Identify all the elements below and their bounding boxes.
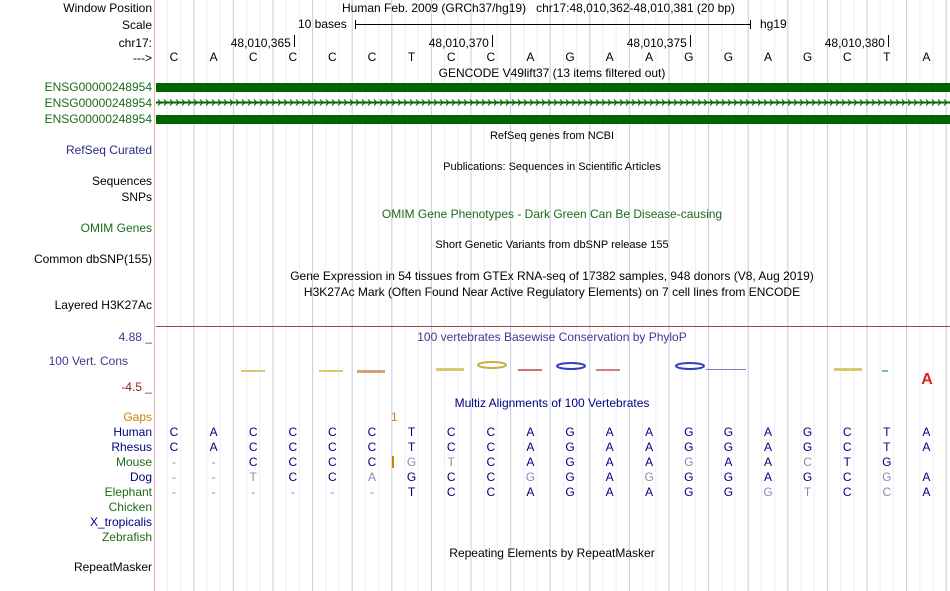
window-position-value: Human Feb. 2009 (GRCh37/hg19) chr17:48,010,362-48,010,381 (20 bp) — [342, 1, 735, 15]
logo-mark-a — [596, 369, 620, 371]
logo-mark-a — [518, 369, 542, 371]
alignment-base: G — [565, 440, 575, 454]
alignment-base: C — [288, 470, 298, 484]
alignment-base: C — [882, 485, 892, 499]
alignment-base: T — [803, 485, 812, 499]
alignment-base: A — [922, 425, 931, 439]
alignment-base: G — [684, 485, 694, 499]
window-position-label: Window Position — [63, 1, 152, 15]
alignment-base: C — [288, 455, 298, 469]
alignment-base: T — [447, 455, 455, 469]
alignment-base: C — [288, 440, 298, 454]
alignment-base: A — [645, 485, 654, 499]
logo-mark-a — [921, 371, 933, 388]
alignment-base: T — [407, 425, 416, 439]
omim-track-label[interactable]: OMIM Genes — [80, 221, 152, 235]
species-label[interactable]: Dog — [129, 470, 152, 484]
alignment-base: A — [209, 440, 218, 454]
alignment-base: - — [290, 485, 295, 499]
alignment-base: A — [724, 455, 733, 469]
alignment-base: A — [763, 470, 772, 484]
logo-mark-c — [241, 370, 265, 372]
ruler-tick — [690, 35, 691, 47]
alignment-base: C — [446, 470, 456, 484]
conservation-sequence-logo[interactable] — [156, 360, 950, 388]
sequence-base: C — [328, 50, 337, 64]
alignment-base: G — [565, 485, 575, 499]
ruler-tick — [888, 35, 889, 47]
species-label[interactable]: Rhesus — [111, 440, 152, 454]
species-label[interactable]: Mouse — [115, 455, 152, 469]
scale-bar — [355, 24, 751, 25]
alignment-base: G — [565, 455, 575, 469]
alignment-base: C — [842, 440, 852, 454]
alignment-base: C — [842, 470, 852, 484]
alignment-base: G — [565, 425, 575, 439]
alignment-base: G — [406, 455, 417, 469]
alignment-base: A — [645, 440, 654, 454]
conservation-track-label[interactable]: 100 Vert. Cons — [48, 354, 128, 368]
alignment-base: C — [328, 455, 337, 469]
alignment-base: - — [211, 455, 216, 469]
ruler-tick — [492, 35, 493, 47]
alignment-base: A — [605, 440, 614, 454]
species-label[interactable]: X_tropicalis — [89, 515, 152, 529]
alignment-base: T — [843, 455, 851, 469]
alignment-base: G — [802, 425, 813, 439]
repeatmasker-track-title[interactable]: Repeating Elements by RepeatMasker — [449, 546, 655, 560]
alignment-base: A — [763, 440, 772, 454]
alignment-base: A — [209, 425, 218, 439]
alignment-base: C — [446, 425, 456, 439]
gap-marker: 1 — [391, 410, 398, 424]
alignment-base: T — [883, 440, 891, 454]
alignment-base: G — [802, 470, 813, 484]
species-label[interactable]: Elephant — [104, 485, 152, 499]
sequence-base: T — [407, 50, 416, 64]
logo-mark-c — [357, 370, 385, 373]
alignment-base: C — [367, 425, 377, 439]
sequence-base: A — [526, 50, 535, 64]
alignment-base: - — [370, 485, 374, 499]
alignment-base: C — [248, 425, 258, 439]
alignment-base: - — [211, 470, 216, 484]
sequence-base: A — [605, 50, 614, 64]
alignment-base: A — [605, 485, 614, 499]
sequence-base: A — [209, 50, 218, 64]
alignment-base: T — [883, 425, 891, 439]
alignment-base: T — [407, 485, 416, 499]
alignment-base: C — [248, 455, 258, 469]
gencode-item-label[interactable]: ENSG00000248954 — [44, 96, 152, 110]
ruler-position-label: 48,010,375 — [626, 36, 687, 50]
species-label[interactable]: Human — [113, 425, 152, 439]
alignment-base: C — [486, 485, 496, 499]
alignment-base: C — [169, 440, 179, 454]
alignment-base: C — [328, 470, 337, 484]
gencode-track-title[interactable]: GENCODE V49lift37 (13 items filtered out) — [438, 66, 666, 80]
alignment-base: - — [211, 485, 216, 499]
gencode-item-label[interactable]: ENSG00000248954 — [44, 80, 152, 94]
alignment-base: A — [526, 425, 535, 439]
alignment-base: A — [526, 440, 535, 454]
refseq-track-label[interactable]: RefSeq Curated — [65, 143, 152, 157]
ruler-tick — [294, 35, 295, 47]
alignment-base: G — [684, 455, 694, 469]
alignment-base: G — [723, 425, 734, 439]
alignment-base: G — [565, 470, 575, 484]
alignment-base: C — [446, 440, 456, 454]
gencode-gene-bar[interactable] — [156, 115, 950, 124]
alignment-base: G — [406, 470, 417, 484]
alignment-base: G — [684, 440, 694, 454]
alignment-base: - — [251, 485, 256, 499]
h3k27ac-track-label[interactable]: Layered H3K27Ac — [54, 298, 152, 312]
sequence-base: C — [169, 50, 179, 64]
alignment-base: C — [486, 470, 496, 484]
svg-text:A: A — [921, 371, 933, 388]
sequence-base: G — [723, 50, 734, 64]
gencode-item-label[interactable]: ENSG00000248954 — [44, 112, 152, 126]
alignment-base: G — [723, 485, 734, 499]
alignment-base: A — [367, 470, 376, 484]
alignment-base: A — [605, 470, 614, 484]
alignment-base: A — [645, 425, 654, 439]
alignment-base: C — [486, 440, 496, 454]
dbsnp-track-label[interactable]: Common dbSNP(155) — [33, 252, 152, 266]
species-label[interactable]: Zebrafish — [101, 530, 152, 544]
alignment-base: G — [684, 425, 694, 439]
chrom-label: chr17: — [118, 36, 152, 50]
alignment-base: A — [526, 455, 535, 469]
sequence-base: A — [645, 50, 654, 64]
alignment-base: A — [763, 425, 772, 439]
dbsnp-track-title[interactable]: Short Genetic Variants from dbSNP release 155 — [435, 239, 669, 251]
alignment-base: A — [605, 425, 614, 439]
sequence-base: T — [883, 50, 891, 64]
alignment-base: - — [172, 470, 176, 484]
assembly-label: hg19 — [760, 17, 787, 31]
sequence-base: C — [288, 50, 298, 64]
h3k27ac-track-title[interactable]: H3K27Ac Mark (Often Found Near Active Regulatory Elements) on 7 cell lines from ENCODE — [303, 285, 801, 299]
alignment-base: - — [172, 485, 176, 499]
repeatmasker-track-label[interactable]: RepeatMasker — [73, 560, 152, 574]
alignment-base: G — [763, 485, 773, 499]
alignment-base: A — [922, 470, 931, 484]
sequence-base: G — [802, 50, 813, 64]
alignment-base: C — [367, 440, 377, 454]
alignment-base: A — [526, 485, 535, 499]
alignment-base: C — [288, 425, 298, 439]
alignment-base: A — [763, 455, 772, 469]
multiz-track-title[interactable]: Multiz Alignments of 100 Vertebrates — [454, 396, 650, 410]
alignment-base: T — [249, 470, 257, 484]
gencode-intron-line[interactable] — [156, 98, 950, 107]
alignment-base: G — [644, 470, 654, 484]
ruler-position-label: 48,010,370 — [428, 36, 489, 50]
sequence-base: C — [842, 50, 852, 64]
sequence-base: G — [565, 50, 575, 64]
scale-bar-right-cap — [750, 20, 751, 29]
sequence-base: C — [446, 50, 456, 64]
sequence-base: G — [684, 50, 694, 64]
logo-mark-c — [436, 368, 464, 371]
scale-label: Scale — [121, 18, 152, 32]
alignment-base: A — [922, 485, 931, 499]
scale-text: 10 bases — [298, 17, 347, 31]
alignment-base: C — [486, 425, 496, 439]
alignment-base: G — [882, 455, 892, 469]
alignment-base: G — [802, 440, 813, 454]
sequence-base: A — [922, 50, 931, 64]
alignment-base: C — [842, 425, 852, 439]
alignment-base: C — [486, 455, 496, 469]
logo-mark-g — [557, 363, 585, 369]
alignment-base: C — [803, 455, 812, 469]
alignment-base: G — [882, 470, 892, 484]
logo-mark-t — [882, 370, 888, 372]
conservation-ymin-label: -4.5 _ — [121, 380, 152, 394]
species-label[interactable]: Chicken — [108, 500, 152, 514]
alignment-base: G — [525, 470, 536, 484]
alignment-base: - — [172, 455, 176, 469]
logo-mark-g — [676, 363, 704, 369]
alignment-base: C — [446, 485, 456, 499]
publications-track-title[interactable]: Publications: Sequences in Scientific Articles — [443, 161, 661, 173]
conservation-track-title[interactable]: 100 vertebrates Basewise Conservation by PhyloP — [417, 330, 687, 344]
alignment-base: A — [645, 455, 654, 469]
omim-track-title[interactable]: OMIM Gene Phenotypes - Dark Green Can Be Disease-causing — [381, 207, 723, 221]
sequence-base: C — [367, 50, 377, 64]
alignment-base: T — [407, 440, 416, 454]
insertion-marker — [392, 456, 394, 468]
publications-sequences-label[interactable]: Sequences — [91, 174, 152, 188]
alignment-base: G — [684, 470, 694, 484]
gencode-gene-bar[interactable] — [156, 83, 950, 92]
logo-mark-c — [834, 368, 862, 371]
alignment-base: C — [328, 425, 337, 439]
logo-mark-c — [478, 362, 506, 368]
gaps-label: Gaps — [123, 410, 152, 424]
strand-label: ---> — [133, 51, 152, 65]
logo-mark-g — [706, 369, 746, 370]
label-column-divider — [154, 0, 155, 591]
alignment-base: A — [922, 440, 931, 454]
alignment-base: C — [169, 425, 179, 439]
logo-mark-c — [319, 370, 343, 372]
alignment-base: C — [248, 440, 258, 454]
alignment-base: C — [367, 455, 377, 469]
gtex-track-title[interactable]: Gene Expression in 54 tissues from GTEx RNA-seq of 17382 samples, 948 donors (V8, Aug 2019) — [290, 269, 814, 283]
conservation-ymax-label: 4.88 _ — [118, 330, 152, 344]
refseq-track-title[interactable]: RefSeq genes from NCBI — [489, 130, 615, 142]
sequence-base: A — [763, 50, 772, 64]
alignment-base: - — [330, 485, 335, 499]
sequence-base: C — [486, 50, 496, 64]
ruler-position-label: 48,010,365 — [230, 36, 291, 50]
sequence-base: C — [248, 50, 258, 64]
h3k27ac-track-baseline — [156, 326, 950, 327]
alignment-base: A — [605, 455, 614, 469]
alignment-base: C — [842, 485, 852, 499]
alignment-base: G — [723, 440, 734, 454]
alignment-base: G — [723, 470, 734, 484]
publications-snps-label[interactable]: SNPs — [121, 190, 152, 204]
alignment-base: C — [328, 440, 337, 454]
ruler-position-label: 48,010,380 — [824, 36, 885, 50]
